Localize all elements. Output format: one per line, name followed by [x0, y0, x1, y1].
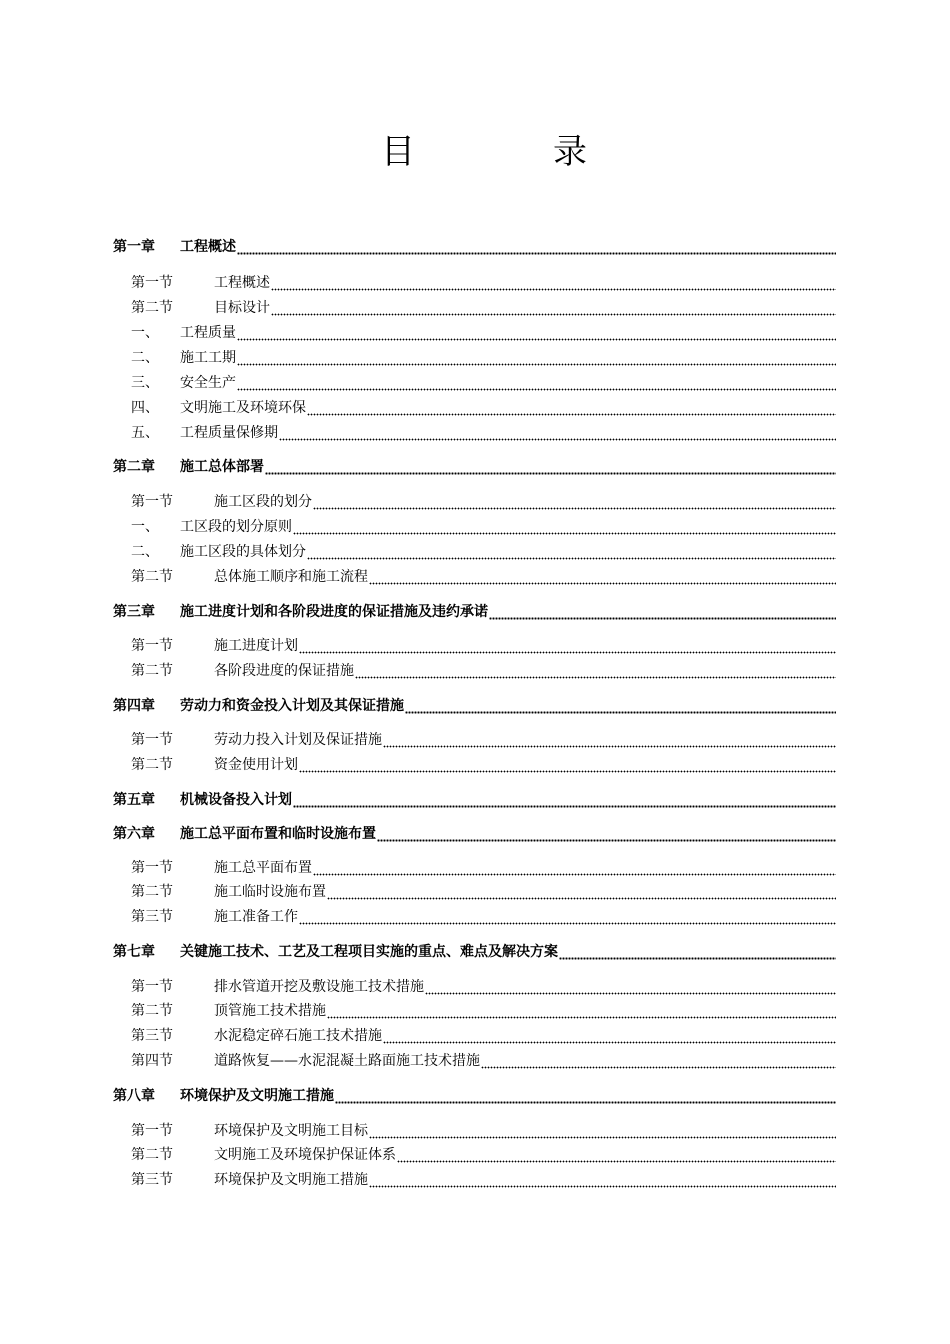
- toc-dot-leader: [383, 1026, 836, 1046]
- toc-entry-title: 施工进度计划和各阶段进度的保证措施及违约承诺: [180, 604, 488, 620]
- toc-entry-number: 第二节: [131, 569, 173, 585]
- toc-entry-section[interactable]: [113, 634, 836, 656]
- toc-dot-leader: [559, 942, 836, 962]
- toc-entry-chapter[interactable]: [113, 822, 836, 844]
- toc-entry-number: 第二节: [131, 884, 173, 900]
- toc-dot-leader: [383, 730, 836, 750]
- toc-dot-leader: [307, 542, 836, 562]
- toc-entry-section[interactable]: [113, 565, 836, 587]
- toc-dot-leader: [237, 237, 836, 257]
- toc-dot-leader: [271, 298, 836, 318]
- toc-entry-number: 二、: [131, 544, 159, 560]
- toc-entry-title: 安全生产: [180, 375, 236, 391]
- toc-entry-item[interactable]: [113, 346, 836, 368]
- toc-entry-title: 道路恢复——水泥混凝土路面施工技术措施: [214, 1053, 480, 1069]
- toc-entry-number: 第二节: [131, 1003, 173, 1019]
- toc-entry-section[interactable]: [113, 659, 836, 681]
- toc-entry-number: 二、: [131, 350, 159, 366]
- toc-entry-section[interactable]: [113, 1119, 836, 1141]
- toc-dot-leader: [307, 398, 836, 418]
- toc-entry-item[interactable]: [113, 421, 836, 443]
- toc-dot-leader: [335, 1086, 836, 1106]
- toc-dot-leader: [313, 492, 836, 512]
- toc-dot-leader: [293, 517, 836, 537]
- toc-entry-title: 施工总平面布置: [214, 860, 312, 876]
- toc-dot-leader: [279, 423, 836, 443]
- toc-dot-leader: [377, 824, 836, 844]
- toc-entry-number: 第三节: [131, 1172, 173, 1188]
- toc-entry-number: 第四章: [113, 698, 155, 714]
- toc-dot-leader: [369, 1121, 836, 1141]
- toc-entry-title: 施工工期: [180, 350, 236, 366]
- toc-entry-number: 第一节: [131, 1123, 173, 1139]
- toc-entry-section[interactable]: [113, 1049, 836, 1071]
- toc-entry-title: 劳动力和资金投入计划及其保证措施: [180, 698, 404, 714]
- toc-entry-chapter[interactable]: [113, 788, 836, 810]
- toc-entry-section[interactable]: [113, 728, 836, 750]
- toc-entry-title: 施工进度计划: [214, 638, 298, 654]
- toc-entry-number: 第一章: [113, 239, 155, 255]
- toc-dot-leader: [369, 567, 836, 587]
- toc-entry-title: 关键施工技术、工艺及工程项目实施的重点、难点及解决方案: [180, 944, 558, 960]
- toc-entry-title: 施工总平面布置和临时设施布置: [180, 826, 376, 842]
- toc-entry-number: 五、: [131, 425, 159, 441]
- toc-entry-number: 第六章: [113, 826, 155, 842]
- toc-dot-leader: [327, 1001, 836, 1021]
- toc-entry-title: 劳动力投入计划及保证措施: [214, 732, 382, 748]
- toc-entry-title: 施工区段的具体划分: [180, 544, 306, 560]
- toc-entry-section[interactable]: [113, 1168, 836, 1190]
- toc-entry-number: 一、: [131, 325, 159, 341]
- toc-dot-leader: [489, 602, 836, 622]
- toc-entry-number: 第七章: [113, 944, 155, 960]
- toc-dot-leader: [299, 907, 836, 927]
- toc-entry-number: 第三节: [131, 1028, 173, 1044]
- toc-entry-section[interactable]: [113, 975, 836, 997]
- toc-entry-chapter[interactable]: [113, 694, 836, 716]
- toc-dot-leader: [369, 1170, 836, 1190]
- toc-entry-title: 水泥稳定碎石施工技术措施: [214, 1028, 382, 1044]
- toc-entry-title: 各阶段进度的保证措施: [214, 663, 354, 679]
- toc-entry-number: 第三节: [131, 909, 173, 925]
- toc-entry-number: 第一节: [131, 732, 173, 748]
- toc-entry-section[interactable]: [113, 753, 836, 775]
- toc-entry-section[interactable]: [113, 905, 836, 927]
- toc-dot-leader: [299, 755, 836, 775]
- toc-dot-leader: [293, 790, 836, 810]
- toc-dot-leader: [237, 323, 836, 343]
- toc-dot-leader: [481, 1051, 836, 1071]
- toc-entry-title: 工程质量: [180, 325, 236, 341]
- toc-entry-number: 三、: [131, 375, 159, 391]
- toc-entry-chapter[interactable]: [113, 235, 836, 257]
- toc-entry-title: 文明施工及环境保护保证体系: [214, 1147, 396, 1163]
- toc-entry-number: 第三章: [113, 604, 155, 620]
- toc-entry-title: 施工总体部署: [180, 459, 264, 475]
- toc-entry-title: 工程质量保修期: [180, 425, 278, 441]
- toc-entry-chapter[interactable]: [113, 455, 836, 477]
- toc-entry-title: 文明施工及环境环保: [180, 400, 306, 416]
- toc-entry-section[interactable]: [113, 296, 836, 318]
- toc-entry-section[interactable]: [113, 1143, 836, 1165]
- title-char-left: 目: [381, 132, 415, 172]
- toc-entry-title: 目标设计: [214, 300, 270, 316]
- toc-entry-section[interactable]: [113, 880, 836, 902]
- toc-dot-leader: [271, 273, 836, 293]
- toc-dot-leader: [237, 373, 836, 393]
- toc-entry-section[interactable]: [113, 271, 836, 293]
- toc-entry-number: 第一节: [131, 494, 173, 510]
- toc-entry-title: 工程概述: [180, 239, 236, 255]
- toc-entry-number: 一、: [131, 519, 159, 535]
- toc-entry-chapter[interactable]: [113, 600, 836, 622]
- toc-entry-section[interactable]: [113, 490, 836, 512]
- toc-entry-number: 第二节: [131, 300, 173, 316]
- toc-entry-title: 施工临时设施布置: [214, 884, 326, 900]
- toc-entry-section[interactable]: [113, 1024, 836, 1046]
- toc-entry-title: 环境保护及文明施工措施: [180, 1088, 334, 1104]
- toc-entry-title: 环境保护及文明施工目标: [214, 1123, 368, 1139]
- toc-dot-leader: [397, 1145, 836, 1165]
- toc-entry-title: 总体施工顺序和施工流程: [214, 569, 368, 585]
- toc-entry-item[interactable]: [113, 396, 836, 418]
- toc-entry-title: 排水管道开挖及敷设施工技术措施: [214, 979, 424, 995]
- toc-entry-item[interactable]: [113, 515, 836, 537]
- toc-dot-leader: [355, 661, 836, 681]
- toc-entry-title: 施工准备工作: [214, 909, 298, 925]
- toc-entry-number: 第一节: [131, 638, 173, 654]
- toc-entry-item[interactable]: [113, 321, 836, 343]
- toc-entry-number: 第二节: [131, 1147, 173, 1163]
- toc-entry-number: 第一节: [131, 979, 173, 995]
- toc-entry-number: 第二节: [131, 663, 173, 679]
- toc-entry-chapter[interactable]: [113, 940, 836, 962]
- toc-entry-number: 第八章: [113, 1088, 155, 1104]
- toc-entry-item[interactable]: [113, 540, 836, 562]
- toc-dot-leader: [405, 696, 836, 716]
- toc-entry-title: 环境保护及文明施工措施: [214, 1172, 368, 1188]
- toc-dot-leader: [313, 858, 836, 878]
- toc-dot-leader: [237, 348, 836, 368]
- toc-dot-leader: [265, 457, 836, 477]
- title-char-right: 录: [553, 132, 587, 172]
- toc-entry-title: 资金使用计划: [214, 757, 298, 773]
- toc-entry-number: 第一节: [131, 860, 173, 876]
- toc-entry-title: 施工区段的划分: [214, 494, 312, 510]
- toc-entry-item[interactable]: [113, 371, 836, 393]
- toc-dot-leader: [299, 636, 836, 656]
- toc-entry-title: 工区段的划分原则: [180, 519, 292, 535]
- toc-entry-title: 机械设备投入计划: [180, 792, 292, 808]
- toc-entry-number: 第二节: [131, 757, 173, 773]
- toc-entry-number: 第五章: [113, 792, 155, 808]
- toc-entry-title: 顶管施工技术措施: [214, 1003, 326, 1019]
- toc-entry-section[interactable]: [113, 999, 836, 1021]
- toc-entry-number: 四、: [131, 400, 159, 416]
- toc-entry-number: 第一节: [131, 275, 173, 291]
- toc-dot-leader: [425, 977, 836, 997]
- toc-dot-leader: [327, 882, 836, 902]
- toc-entry-title: 工程概述: [214, 275, 270, 291]
- toc-entry-section[interactable]: [113, 856, 836, 878]
- toc-entry-chapter[interactable]: [113, 1084, 836, 1106]
- toc-entry-number: 第四节: [131, 1053, 173, 1069]
- toc-entry-number: 第二章: [113, 459, 155, 475]
